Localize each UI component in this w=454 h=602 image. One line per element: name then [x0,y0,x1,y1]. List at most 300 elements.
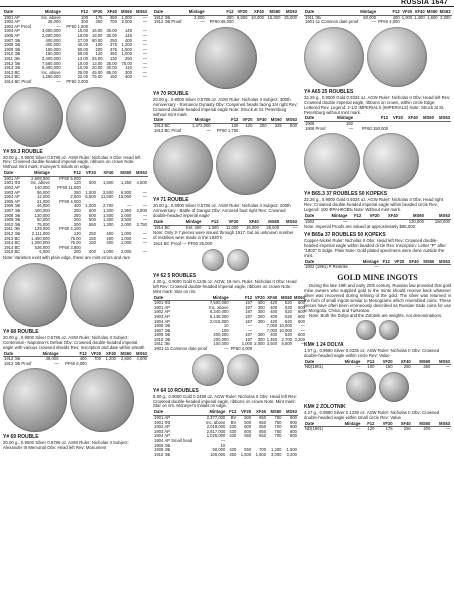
table-cell: PF60 4,000 [378,19,400,25]
table-cell: 46,000 [37,203,50,209]
table-cell: 2,000 [440,14,451,20]
table-cell: 650 [259,433,267,439]
table-cell: 200 [73,217,81,223]
price-table [304,116,451,131]
table-cell: ND(1901) [305,364,324,370]
table-cell: — [142,69,147,75]
table-header-cell: MS60 [265,10,282,15]
catalog-description: Copper-Nickel Ruler: Nicholas II Obv: Head left Rev: Crowned double-headed imperial eagle within beaded circle Rev. Inscription: Letter "P" after "1902" G Edge: Plain Note: Gold plated specimens were done outside the mint. [304,238,446,258]
table-cell: 1907 ЭБ [4,207,21,213]
table-cell: 5,000 [39,249,50,255]
table-cell: 400 [270,309,278,315]
table-cell: 600 [88,207,96,213]
table-cell: 1901 AP [4,14,20,20]
table-header-cell: Date [153,118,187,123]
table-cell: 130,000 [34,212,50,218]
table-cell: — [142,55,147,61]
table-header-cell: Date [153,410,201,415]
table-cell [391,265,405,270]
table-cell: — [142,74,147,80]
table-cell: 2,500 [102,189,114,195]
table-header-cell: MS63 [133,10,148,15]
table-cell [253,129,267,134]
table-cell [248,20,265,25]
table-cell: 2,000 [70,194,81,200]
table-cell [419,127,435,132]
table-cell: 1,600 [427,14,438,20]
table-cell: 40.00 [106,65,117,71]
coin-images [153,354,298,386]
table-cell: 900 [290,414,297,420]
table-cell: BV [230,419,237,425]
table-cell: 2,000 [120,249,132,255]
coin-reverse-image [363,133,419,189]
table-cell: 200,000 [213,332,229,338]
table-cell [420,265,436,270]
table-cell: 1913 ВС Proof [154,127,182,133]
table-cell: 1913 ВС [4,235,21,241]
table-cell: 1907 ЭБ [4,37,21,43]
table-cell: 197 [245,332,253,338]
table-cell: 520 [285,318,292,324]
table-cell: 1,000 [120,240,132,246]
catalog-title: Y# 68 ROUBLE [3,328,39,335]
table-cell: 2,400,000 [42,55,61,61]
table-cell: 1,300 [102,217,114,223]
table-cell: 48,000 [45,356,59,362]
coin-reverse-image [66,87,126,147]
table-cell: 1914 ВС [4,244,21,250]
table-cell [104,80,118,85]
table-cell: 250 [73,189,81,195]
table-cell: 11,500 [100,194,114,200]
table-header-cell: MS60 [412,422,432,427]
table-cell: 430 [229,424,237,430]
table-cell: 120 [95,51,103,57]
table-cell: 250 [73,212,81,218]
table-cell: 400 [88,249,96,255]
table-cell: 300 [257,318,265,324]
table-cell: 50,000 [212,447,226,453]
table-cell: 750 [274,419,282,425]
table-cell [413,20,425,25]
table-cell [380,265,391,270]
table-cell: PF60 6,000 [65,360,87,366]
coin-images [3,87,148,147]
table-cell: 500 [244,419,252,425]
price-table [3,171,148,255]
table-header-cell: F12 [361,360,375,365]
table-cell: 2,111,000 [31,230,50,236]
table-cell: 300 [257,304,265,310]
catalog-title: Y# 69 ROUBLE [3,434,39,441]
catalog-description: 20.00 g., 0.9000 Silver 0.5786 oz. ASW Ruler: Nicholas II Subject: 300th Anniversary - Romanov Dynasty Obv: Conjoined heads facing 3/4 right Rev: Crowned double-headed imperial eagle Note: Struck at St. Petersburg without mint mark. [153,96,298,117]
table-cell: 1903 AP [4,189,20,195]
price-table [304,10,452,25]
catalog-title: Y# B65.3 37 ROUBLES 50 KOPEKS [304,191,388,198]
table-cell: 130 [109,55,117,61]
table-cell: 130 [73,180,81,186]
table-cell: 800 [290,428,297,434]
table-cell: 1910 ЭБ [154,336,171,342]
table-cell: 2,500 [120,356,132,362]
table-cell: 150 [109,74,117,80]
price-table [3,352,148,367]
table-cell: PF60 2,000 [66,78,89,84]
table-cell: 1906 ЭБ [154,323,171,329]
table-cell: 250 [124,55,132,61]
table-header-cell: XF40 [97,171,115,176]
table-header-cell: MS63 [294,294,305,300]
table-cell [89,80,103,85]
table-cell: — [445,364,450,370]
table-cell: 750 [274,428,282,434]
table-cell: 1901-11 Common date proof [154,346,208,352]
table-cell: 300 [257,313,265,319]
table-cell: 1911 ЭБ [4,55,20,61]
price-table [153,220,298,230]
table-header-cell: Date [304,260,358,265]
table-cell: 11,000 [225,224,239,230]
table-cell [132,362,148,367]
table-cell: 150,000 [45,46,61,52]
table-cell: 100,000 [213,341,229,347]
table-cell: 7,560,000 [42,60,61,66]
table-cell: 7,500,000 [209,300,229,306]
table-cell: 150,000 [434,218,450,224]
table-cell: 400,000 [45,37,61,43]
catalog-description: 20.00 g., 0.9000 Silver 0.5786 oz. ASW Ruler: Nicholas II Subject: 200th Anniversary - Battle of Gangut Obv: Armored bust right Rev: Crowned double-headed imperial eagle [153,203,291,218]
table-header-cell: F12 [62,10,89,15]
catalog-title: Y# 59.3 ROUBLE [3,148,43,155]
table-cell: 175 [95,14,103,20]
table-cell: 420 [270,318,278,324]
table-cell: 16.00 [92,28,103,34]
table-cell [283,129,298,134]
table-header-cell: Mintage [201,410,226,415]
table-cell: 15,000 [118,194,132,200]
table-cell: 1911 ЭБ [4,226,20,232]
table-cell: 2,000 [121,19,132,25]
table-cell: 300 [124,69,132,75]
table-header-cell: Date [153,220,178,225]
catalog-description: 1.07 g., 0.9990 Silver 0.0336 oz. ASW Ruler: Nicholas II Obv: Crowned double-headed eagle within circle Rev: Value [304,347,440,358]
price-table [153,118,298,133]
table-header-cell: F12 [206,10,235,15]
table-cell: Est. 300 [186,224,202,230]
table-cell: 145 [124,28,132,34]
table-cell [435,265,451,270]
table-cell: 500 [244,414,252,420]
coin-reverse-image [216,135,276,195]
table-header-cell: F12 [226,410,237,415]
table-cell: 550 [244,447,252,453]
catalog-description: 32.26 g., 0.9000 Gold 0.9334 oz. AGW Ruler: Nicholas II Obv: Head right Rev: Crowned double-headed imperial eagle within beaded circle Rev. Legend: 100 ФРАНКОВЪ Note: Without mint mark. [304,197,444,212]
table-cell: 1,025,000 [206,433,226,439]
table-header-cell: Date [153,296,208,301]
table-header-cell: VF20 [362,214,380,219]
table-cell: 1,500 [121,46,132,52]
table-cell: PF60 4,100 [59,226,81,232]
table-cell: — [356,364,361,370]
table-cell: PF60 1,500 [66,23,89,29]
table-cell: 13.00 [92,60,103,66]
table-cell: 500 [290,123,297,128]
table-cell: 2,000 [194,14,205,20]
table-cell: 1,300 [102,207,114,213]
table-cell: 1,200 [105,356,116,362]
table-cell: 1902 (1991) P Restrike [305,264,348,270]
table-cell: — [142,212,147,218]
catalog-description: 20.00 g., 0.9000 Silver 0.5786 oz. ASW Ruler: Nicholas II Subject: Centennial - Napoleon's Defeat Obv: Crowned double-headed imperial eagle with various crowned shields Rev: Inscription and date within wreath [3,334,145,350]
table-cell: — [142,249,147,255]
table-header-cell: F12 [348,214,362,219]
table-cell: 10 [220,442,226,448]
table-header-cell: MS63 [435,116,451,121]
table-cell: 3,500 [120,217,132,223]
table-cell: 45.00 [92,69,103,75]
table-cell: 1904 AP [4,28,20,34]
table-cell: 1909 ЭБ [4,46,21,52]
table-cell: 600 [244,428,252,434]
running-header: RUSSIA 1647 [397,0,448,6]
table-cell: 250 [403,426,411,432]
table-cell: 10 [223,323,229,329]
table-cell: 25,000 [284,14,297,20]
table-cell: 300 [81,19,89,25]
table-cell: 650 [259,424,267,430]
table-cell: — [206,127,211,133]
catalog-title: Y# A65 25 ROUBLES [304,88,354,95]
table-header-cell: MS60 [426,9,438,14]
table-header-cell: Date [304,116,332,121]
table-cell: 5,148,000 [209,313,229,319]
coin-obverse-image [202,249,224,271]
table-cell: 750 [274,414,282,420]
table-header-cell: Mintage [332,116,354,121]
table-cell: — [142,19,147,25]
table-cell: 1,500 [286,447,297,453]
table-cell: — [142,230,147,236]
table-cell: 520 [285,332,292,338]
table-cell [426,20,439,25]
table-cell: 25,000 [266,224,280,230]
table-cell: 1909 ЭБ [154,332,171,338]
table-cell: 1902 АР [154,309,171,315]
table-cell: 1901 АР [154,414,171,420]
table-cell: 75.00 [70,235,81,241]
table-cell: 1901 AP [4,175,20,181]
catalog-note: Note: Varieties exist with plain edge, these are mint errors and rare [3,254,130,260]
table-cell: 2,000 [120,221,132,227]
table-cell: 6,400,000 [42,65,61,71]
table-header-cell: MS63 [283,118,298,123]
table-cell: 7,000 [266,323,278,329]
table-cell: 200,000 [213,336,229,342]
table-cell: 25.00 [106,60,117,66]
table-header-cell: MS63 [132,352,148,357]
catalog-title: Y# 62 5 ROUBLES [153,272,197,279]
table-cell: 400 [124,74,132,80]
table-cell: — [248,327,253,333]
table-header-cell: MS63 [283,410,299,415]
table-cell: 1906 ЭБ [154,442,171,448]
table-cell: 520 [285,309,292,315]
table-cell: 150 [345,121,353,126]
table-header-cell: MS63 [439,9,451,14]
table-header-cell: Mintage [321,214,348,219]
table-cell: 600 [297,304,305,310]
table-header-cell: MS63 [281,10,298,15]
table-cell: 36,000 [47,19,61,25]
ingot-obverse-image [346,372,376,402]
table-cell: 600 [297,300,305,306]
proof-line: 1914 ВС Proof — PF60 25,000 [153,240,213,246]
catalog-description: 20.00 g., 0.9000 Silver 0.5786 oz. ASW Ruler: Nicholas II Obv: Head left Rev: Crowned double-headed imperial eagle, ribbons on crown Note: Without mint mark; moneyer's initials on edge. [3,154,141,170]
table-header-cell: F12 [361,422,375,427]
table-header-cell: Date [304,360,335,365]
table-cell: 2,700 [281,336,292,342]
table-cell: 16.00 [92,32,103,38]
table-cell: 22.00 [77,74,89,80]
table-row [153,20,298,25]
table-cell: PF60 11,000 [57,185,81,190]
table-cell: 400 [270,313,278,319]
table-cell: 650 [259,428,267,434]
table-header-cell: VF20 [239,118,253,123]
table-cell: 400,000 [34,207,50,213]
table-cell: 1914 ВС [4,74,21,80]
table-cell: 400 [95,19,103,25]
table-cell [389,127,404,132]
table-row [3,362,148,367]
table-cell: — [300,323,305,329]
table-cell: Inc. above [30,180,50,186]
coin-obverse-image [3,368,67,432]
table-cell: 3,200 [286,451,297,457]
table-row [153,347,306,352]
table-cell: 197 [245,313,253,319]
table-cell: 1,000 [121,14,132,20]
table-header-cell: MS63 [132,171,148,176]
table-cell: — [221,437,226,443]
table-cell: 30.00 [106,28,117,34]
table-cell: PF60 45,000 [209,19,234,25]
table-cell: 500 [88,180,96,186]
table-cell: 1,000 [401,14,413,20]
table-cell: 1912 ЭБ [4,230,21,236]
table-cell: PF60 150,000 [361,125,389,131]
table-header-cell: Mintage [335,360,362,365]
table-header-cell: Date [3,171,25,176]
table-cell [133,80,148,85]
table-cell: 25.00 [92,55,103,61]
table-cell: 400 [270,304,278,310]
table-cell: 150 [385,364,393,370]
table-cell: 250 [73,207,81,213]
catalog-description: 8.60 g., 0.9000 Gold 0.2489 oz. AGW Ruler: Nicholas II Obv: Head left Rev: Crowned double-headed imperial eagle, ribbons on crown Note: Mint mark: Star on rim. Moneyer's initials on edge. [153,393,298,409]
table-cell: 145 [124,32,132,38]
table-cell: 700 [259,447,267,453]
table-cell: 1,200 [271,447,282,453]
table-cell: 1910 ЭБ [4,221,21,227]
table-cell: 120 [245,123,253,128]
catalog-title: KM# 2 ZOLOTNIK [304,403,346,410]
table-cell: 1901 ФЗ [154,419,171,425]
table-cell: 1909 ЭБ [154,447,171,453]
table-cell: 1910 ЭБ [4,51,21,57]
table-cell: 1910 ЭБ [154,451,171,457]
table-cell: 400 [106,230,114,236]
section-paragraph: Note: Both the Dolya and the Zolotnik are weights, not denominations. [309,312,443,318]
table-cell: 400 [124,37,132,43]
table-header-cell: Date [304,214,321,219]
table-header-cell: XF40 [252,410,267,415]
table-header-cell: F12 [212,118,240,123]
table-header-cell: MS63 [431,360,451,365]
table-cell: — [142,46,147,52]
table-cell: 2,016,000 [209,318,229,324]
table-cell: 1,500 [240,451,252,457]
table-cell: 3,000 [271,451,282,457]
table-cell [439,20,452,25]
table-cell: 6,240,000 [209,309,229,315]
table-header-cell: XF40 [381,214,399,219]
table-cell [404,127,419,132]
table-cell: 500 [88,217,96,223]
table-cell: BV [230,414,237,420]
table-cell: 120 [367,426,375,432]
table-cell: 1,000 [120,235,132,241]
table-header-cell: XF40 [414,9,425,14]
table-header-cell: Mintage [178,220,202,225]
table-cell: 75.00 [70,240,81,246]
table-cell: 1912 ЭБ [4,60,21,66]
table-cell: 350 [423,364,431,370]
table-cell: 1,000 [120,230,132,236]
table-cell: 4,000 [136,356,147,362]
catalog-title: KM# 1 24 DOLYA [304,341,344,348]
table-cell: 1913 ЭБ [4,65,21,71]
table-cell: — [56,23,61,29]
table-cell: 700 [94,356,102,362]
table-header-cell: F12 [354,116,389,121]
table-cell: 75.00 [121,60,132,66]
table-cell: 1902 AP [4,185,20,190]
table-header-cell: Mintage [187,118,211,123]
table-cell: 1,450 [266,336,278,342]
table-header-cell: MS60 [420,260,436,265]
coin-reverse-image [227,249,249,271]
table-cell: — [248,323,253,329]
column-3 [304,10,451,602]
table-header-cell: F12 [380,260,391,265]
coin-obverse-image [304,133,360,189]
table-cell: 1913 ВС [4,69,21,75]
table-header-cell: Mintage [186,10,206,15]
table-cell: 2,019,000 [206,424,226,430]
table-header-cell: XF40 [102,352,117,357]
table-header-cell: MS60 [412,360,432,365]
catalog-description: 32.26 g., 0.9000 Gold 0.9334 oz. AGW Ruler: Nicholas II Obv: Head left Rev: Crowned double imperial eagle, ribbons on crown, within circle Edge: Lettered Rev. Legend: 2-1/2 IMPERIALS (IMPERIALS) Note: Struck at St. Petersburg without mint mark. [304,94,451,115]
table-cell: 30.00 [106,32,117,38]
table-row [304,20,452,25]
table-cell: 5,800 [281,341,292,347]
catalog-note: Note: Imperial Proofs are valued at approximately $85,000 [304,224,416,230]
catalog-description: 20.00 g., 0.9000 Silver 0.5786 oz. ASW Ruler: Nicholas II Subject: Alexander III Memorial Obv: Head left Rev: Monument [3,440,129,451]
table-header-cell: VF20 [375,422,393,427]
table-cell: 520 [285,300,292,306]
